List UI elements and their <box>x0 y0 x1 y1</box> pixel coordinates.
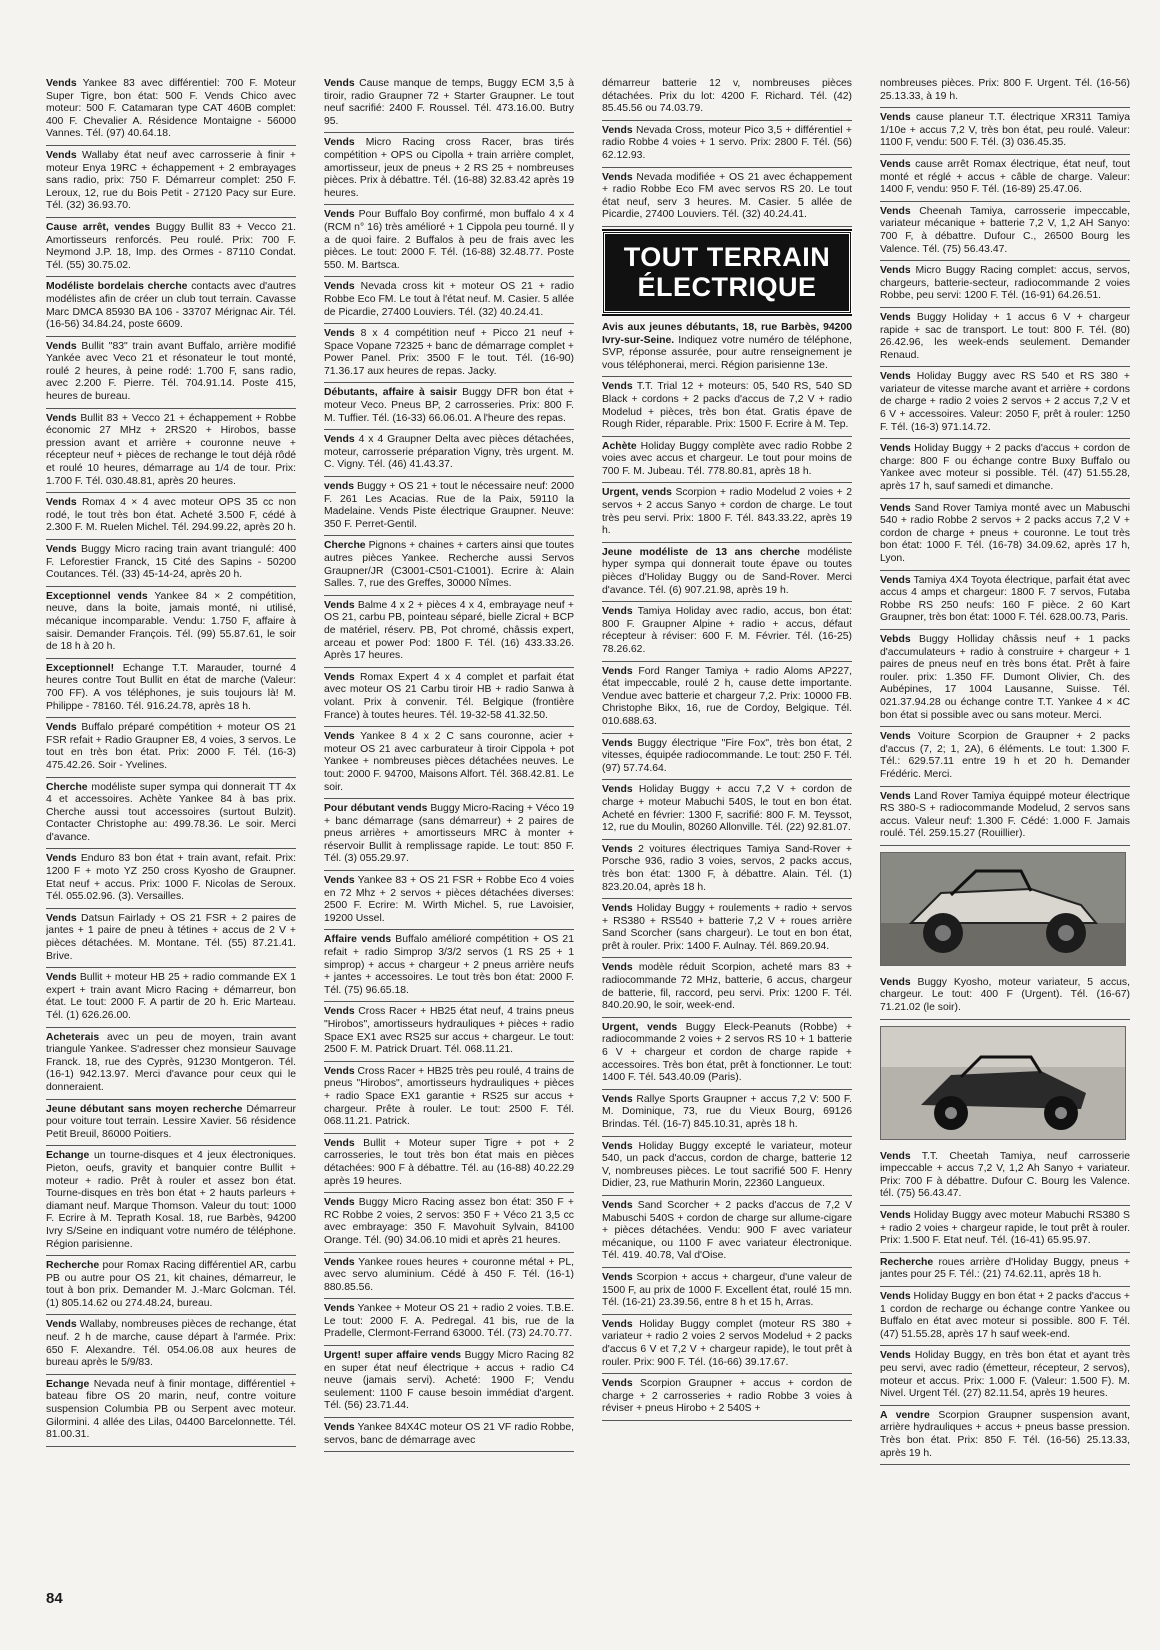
classified-ad <box>602 381 852 436</box>
column-3 <box>602 78 852 1578</box>
ad-text: Buggy DFR bon état + moteur Veco. Pneus BP, 2 carrosseries. Prix: 800 F. M. Tuffier. Tél. (16-33) 66.06.01. A l'heure des repas. <box>324 387 574 424</box>
classified-ad <box>324 434 574 477</box>
ad-text: modéliste hyper sympa qui donnerait toute épave ou toutes pièces d'Holiday Buggy ou de Sand-Rover. Merci d'avance. Tél. (6) 907.21.98, après 19 h. <box>602 546 852 596</box>
banner-line-2: ÉLECTRIQUE <box>637 271 817 302</box>
ad-lead: Urgent, vends <box>602 1021 678 1033</box>
ad-text: 8 x 4 compétition neuf + Picco 21 neuf + Space Vopane 72325 + banc de démarrage complet + Power Panel. Prix: 3500 F le tout. Tél. (16-90) 71.36.17 aux heures de repas. Jacky. <box>324 328 574 377</box>
classified-ad <box>880 503 1130 571</box>
ad-lead: Jeune débutant sans moyen recherche <box>46 1103 243 1115</box>
ad-text: Tamiya Holiday avec radio, accus, bon état: 800 F. Graupner Alpine + radio + accus, défaut récepteur à réviser: 600 F. M. Février. Tél. (16-25) 78.26.62. <box>602 606 852 655</box>
ad-text: Cheenah Tamiya, carrosserie impeccable, variateur mécanique + batterie 7,2 V, 1,2 AH Sanyo: 700 F, à débattre. Dufour C., 26500 Bourg les Valence. Tél. (75) 56.43.47. <box>880 205 1130 255</box>
classified-ad <box>880 1410 1130 1465</box>
ad-lead: Vends <box>602 1140 633 1152</box>
classified-ad <box>46 1379 296 1447</box>
classified-ad <box>602 606 852 661</box>
ad-text: Démarreur pour voiture tout terrain. Lessire Xavier. 56 résidence Petit Breuil, 86000 Poitiers. <box>46 1103 296 1140</box>
ad-lead: Affaire vends <box>324 934 392 946</box>
ad-text: Nevada cross kit + moteur OS 21 + radio Robbe Eco FM. Le tout à l'état neuf. M. Casier. 5 allée de Picardie, 27400 Louviers. Tél. (32) 40.24.41. <box>324 281 574 318</box>
ad-text: Yankee + Moteur OS 21 + radio 2 voies. T.B.E. Le tout: 2000 F. A. Pedregal. 41 bis, rue de la Pradelle, Clermont-Ferrand 63000. Tél. (73) 24.70.77. <box>324 1303 574 1340</box>
classified-ad <box>324 1303 574 1346</box>
ad-lead: Vends <box>602 124 633 136</box>
classified-ad <box>602 1200 852 1268</box>
ad-lead: Vends <box>880 371 911 383</box>
ad-lead: Vends <box>46 722 77 734</box>
column-3-ads <box>602 322 852 1421</box>
classified-ad <box>880 731 1130 786</box>
ad-lead: Pour débutant vends <box>324 803 428 815</box>
ad-lead: Recherche <box>46 1260 100 1272</box>
classified-ad <box>602 487 852 542</box>
classified-ad <box>602 1094 852 1137</box>
ad-text: Micro Buggy Racing complet: accus, servos, chargeurs, batterie-secteur, radiocommande 2 voies Robbe, peu servi: 1200 F. Tél. (16-91) 64.26.51. <box>880 265 1130 302</box>
ad-text: Romax Expert 4 x 4 complet et parfait état avec moteur OS 21 Carbu tiroir HB + radio Sanwa à volant. Prix à convenir. Tél. Belgique (frontière France) à toutes heures. Tél. 19-32-58 41.32.50. <box>324 671 574 721</box>
ad-lead: Vends <box>324 137 355 149</box>
classified-ad <box>46 1104 296 1147</box>
classified-ad <box>880 1257 1130 1287</box>
classified-ad <box>880 78 1130 108</box>
ad-lead: Vends <box>324 1422 355 1434</box>
classified-ad <box>46 281 296 336</box>
classified-ad <box>324 387 574 430</box>
ad-text: Holiday Buggy + 2 packs d'accus + cordon de charge: 800 F ou échange contre Buxy Buffalo ou Yankee avec moteur si possible. Tél. (47) 51.55.28, après 17 h, sauf samedi et dimanche. <box>880 443 1130 493</box>
ad-lead: Vends <box>602 381 633 393</box>
column-2 <box>324 78 574 1578</box>
ad-lead: Cause arrêt, vendes <box>46 221 151 233</box>
ad-lead: Vends <box>324 671 355 683</box>
ad-text: Yankee 83 avec différentiel: 700 F. Moteur Super Tigre, bon état: 500 F. Vends Chico avec moteur: 500 F. Catamaran type CAT 460B complet: 400 F. Chevalier A. Résidence Montaigne - 56000 Vannes. Tél. (97) 40.64.18. <box>46 78 296 140</box>
classified-ad <box>46 591 296 659</box>
ad-lead: Cherche <box>324 540 366 552</box>
ad-text: cause planeur T.T. électrique XR311 Tamiya 1/10e + accus 7,2 V, très bon état, peu roulé. Valeur: 1100 F, vendu: 500 F. Tél. (3) 036.45.35. <box>880 112 1130 149</box>
classified-ad <box>46 853 296 908</box>
ad-text: Enduro 83 bon état + train avant, refait. Prix: 1200 F + moto YZ 250 cross Kyosho de Graupner. Etat neuf + accus. Prix: 1000 F. Nicolas de Seroux. Tél. 055.02.96. (3). Versailles. <box>46 853 296 903</box>
ad-text: Cross Racer + HB25 état neuf, 4 trains pneus "Hirobos", amortisseurs hydrauliques + pièces + radio Space EX1 avec RS25 sur accus + chargeur. Le tout: 2500 F. M. Patrick Druart. Tél. 068.11.21. <box>324 1006 574 1056</box>
ad-text: Echange T.T. Marauder, tourné 4 heures contre Tout Bullit en état de marche (Valeur: 700 FF). A vos téléphones, je suis toujours là! M. Philippe - 78160. Tél. 916.24.78, après 18 h. <box>46 662 296 712</box>
ad-lead: Vends <box>880 502 911 514</box>
classified-ad <box>602 1022 852 1090</box>
classified-ad <box>324 137 574 205</box>
classified-ad <box>46 341 296 409</box>
ad-lead: Vends <box>602 665 633 677</box>
ad-text: Sand Scorcher + 2 packs d'accus de 7,2 V Mabuschi 540S + cordon de charge sur allume-cigare + pièces détachées. Vendu: 900 F avec variateur mécanique, ou 1100 F avec variateur électronique. Tél. 419. 40.78, Val d'Oise. <box>602 1199 852 1262</box>
ad-lead: Vebds <box>880 633 911 645</box>
ad-text: Buggy Micro racing train avant triangulé: 400 F. Leforestier Franck, 15 Cité des Sapins - 50200 Coutances. Tél. (33) 45-14-24, après 20 h. <box>46 544 296 581</box>
ad-text: Buffalo amélioré compétition + OS 21 refait + radio Simprop 3/3/2 servos (1 RS 25 + 1 simprop) + accus + chargeur + 2 pneus arrière neufs + jantes + accessoires. Le tout très bon état: 2000 F. Tél. (75) 96.65.18. <box>324 934 574 996</box>
ad-text: Buggy Holiday + 1 accus 6 V + chargeur rapide + sac de transport. Le tout: 800 F. Tél. (80) 26.42.96, les week-ends seulement. Demander Renaud. <box>880 311 1130 361</box>
ad-text: T.T. Cheetah Tamiya, neuf carrosserie impeccable + accus 7,2 V, 1,2 Ah Sanyo + variateur. Prix: 700 F à débattre. Dufour C. Bourg les Valence. tél. (75) 56.43.47. <box>880 1150 1130 1200</box>
classified-ad <box>324 328 574 383</box>
ad-lead: Jeune modéliste de 13 ans cherche <box>602 546 800 558</box>
ad-text: Holiday Buggy avec RS 540 et RS 380 + variateur de vitesse marche avant et arrière + cordons de charge + radio 2 voies 2 servos + 2 accus 7,2 V et 6 V + accessoires. Valeur: 2050 F, prêt à rouler: 1250 F. Tél. (16-3) 971.14.72. <box>880 371 1130 433</box>
ad-text: Datsun Fairlady + OS 21 FSR + 2 paires de jantes + 1 paire de pneu à tétines + accus de 2 V + pièces détachées. M. Montane. Tél. (55) 87.21.41. Brive. <box>46 912 296 962</box>
classified-ad <box>46 722 296 777</box>
ad-text: Nevada modifiée + OS 21 avec échappement + radio Robbe Eco FM avec servos RS 20. Le tout état neuf, serv 3 heures. M. Casier. 5 allée de Picardie, 27400 Louviers. Tél. (32) 40.24.41. <box>602 171 852 221</box>
ad-lead: Vends <box>324 731 355 743</box>
ad-text: Holiday Buggy complet (moteur RS 380 + variateur + radio 2 voies 2 servos Modelud + 2 packs d'accus 6 V et 7,2 V + chargeur rapide), le tout prêt à rouler. Prix: 900 F. Tél. (16-66) 39.17.67. <box>602 1318 852 1368</box>
ad-text: Scorpion Graupner + accus + cordon de charge + 2 carrosseries + radio Robbe 3 voies à réviser + pneus Hirobo + 2 540S + <box>602 1378 852 1415</box>
ad-lead: Vends <box>324 328 355 340</box>
classified-ad <box>880 443 1130 498</box>
ad-lead: Vends <box>46 412 77 424</box>
ad-lead: Vends <box>46 972 77 984</box>
column-4-ads-a <box>880 78 1130 846</box>
ad-text: Holiday Buggy excepté le variateur, moteur 540, un pack d'accus, cordon de charge, batterie 12 V, nombreuses pièces. Le tout sacrifié 500 F. Henry Didier, 23, rue Mathurin Morin, 22360 Langueux. <box>602 1140 852 1190</box>
classified-ad <box>46 78 296 146</box>
ad-lead: Vends <box>324 1137 355 1149</box>
ad-text: modèle réduit Scorpion, acheté mars 83 + radiocommande 72 MHz, batterie, 6 accus, chargeur de batterie, fil, raccord, peu servi. Prix: 1200 F. Tél. 840.20.90, le soir, week-end. <box>602 962 852 1012</box>
ad-text: Buggy Micro Racing 82 en super état neuf électrique + accus + radio C4 neuve (jamais servi). Acheté: 1900 F; Vendu seulement: 1100 F cause besoin immédiat d'argent. Tél. (56) 23.71.44. <box>324 1350 574 1412</box>
ad-text: Holiday Buggy en bon état + 2 packs d'accus + 1 cordon de recharge ou échange contre Yankee ou Buffalo en état avec moteur si possible. 800 F. Tél. (47) 51.55.28, après 17 h sauf week-end. <box>880 1291 1130 1340</box>
ad-lead: Vends <box>602 784 633 796</box>
ad-lead: Vends <box>46 912 77 924</box>
classified-ad <box>880 1151 1130 1206</box>
ad-text: Bullit 83 + Vecco 21 + échappement + Robbe économic 27 MHz + 2RS20 + Hirobos, basse pression avant et arrière + couronne neuve + récepteur neuf + pièces de rechange le tout déjà rôdé et roulé 10 heures, démarrage au 1/4 de tour. Prix: 1.700 F. Tél. 030.48.81, après 20 heures. <box>46 412 296 487</box>
classified-ad <box>324 672 574 727</box>
classified-ad <box>324 1066 574 1134</box>
ad-text: avec un peu de moyen, train avant triangule Yankee. S'adresser chez monsieur Sauvage Franck. 18, rue des Cyprès, 91230 Montgeron. Tél. (16-1) 942.13.97. Merci d'avance pour ceux qui le donneraient. <box>46 1031 296 1093</box>
ad-text: Nevada neuf à finir montage, différentiel + bateau fibre OS 20 marin, neuf, contre voiture suspension Columbia PB ou Serpent avec moteur. Gilormini. 4 allée des Lilas, 04400 Barcelonnette. Tél. 81.00.31. <box>46 1378 296 1441</box>
classified-ad <box>46 1319 296 1374</box>
ad-text: Buggy Holliday châssis neuf + 1 packs d'accumulateurs + radio à construire + chargeur + 1 paires de pneus neuf en très bons état. Prêt à faire rouler. prix: 1.350 FF. Dumont Olivier, Ch. des Aubépines, 17 1004 Lausanne, Suisse. Tél. 021.37.94.28 ou échange contre T.T. Yankee 4 × 4C bon état si possible avec ou sans moteur. Merci. <box>880 633 1130 721</box>
ad-lead: Vends <box>46 497 77 509</box>
ad-text: Bullit + Moteur super Tigre + pot + 2 carrosseries, le tout très bon état mais en pièces détachées: 900 F à débattre. Tél. au (16-88) 40.22.29 après 19 heures. <box>324 1137 574 1187</box>
classified-ad <box>880 977 1130 1020</box>
classified-ad <box>880 1350 1130 1405</box>
classified-ad <box>46 913 296 968</box>
ad-lead: Vends <box>602 1093 633 1105</box>
ad-text: Ford Ranger Tamiya + radio Aloms AP227, état impeccable, roulé 2 h, cause dette importante. Vendue avec batterie et chargeur 7,2. Prix: 10000 FB. Christophe Bikx, 16, rue de Cordoy, Belgique. Tél. 010.688.63. <box>602 665 852 727</box>
ad-text: modéliste super sympa qui donnerait TT 4x 4 et accessoires. Achète Yankee 84 à bas prix. Cherche aussi tout accessoires (surtout Bulzit). Contacter Christophe au: 499.78.36. Le soir. Merci d'avance. <box>46 781 296 843</box>
ad-text: Holiday Buggy, en très bon état et ayant très peu servi, avec radio (émetteur, récepteur, 2 servos), moteur et accus. Prix: 1.000 F. (Valeur: 1.500 F). M. Nivel. Urgent Tél. (27) 82.11.54, après 19 heures. <box>880 1350 1130 1400</box>
ad-text: Indiquez votre numéro de téléphone, SVP, réponse assurée, pour autre renseignement je vous téléphonerai, merci. Région parisienne 13e. <box>602 334 852 371</box>
ad-lead: Vends <box>324 599 355 611</box>
ad-text: Balme 4 x 2 + pièces 4 x 4, embrayage neuf + OS 21, carbu PB, pointeau séparé, bielle Zicral + BCP de matériel, réserv. PB, Pot chromé, châssis expert, arceau et power Pod: 1800 F. Tél. (16) 433.33.26. Après 17 heures. <box>324 599 574 662</box>
ad-lead: Vends <box>880 311 911 323</box>
column-3-top <box>602 78 852 227</box>
classified-ad <box>324 803 574 871</box>
classified-ad <box>602 78 852 121</box>
ad-text: Holiday Buggy complète avec radio Robbe 2 voies avec accus et chargeur. Le tout pour moins de 700 F. M. Jubeau. Tél. 778.80.81, après 18 h. <box>602 440 852 477</box>
ad-text: T.T. Trial 12 + moteurs: 05, 540 RS, 540 SD Black + cordons + 2 packs d'accus de 7,2 V + radio Modelud + pièces, très bon état. Gratis épave de Rough Rider, réparable. Prix: 1500 F. Ecrire à M. Tep. <box>602 381 852 431</box>
ad-lead: Vends <box>46 149 77 161</box>
ad-lead: Vends <box>324 281 355 293</box>
ad-text: Wallaby, nombreuses pièces de rechange, état neuf. 2 h de marche, cause départ à l'armée. Prix: 650 F. Alexandre. Tél. 054.06.08 aux heures de bureau après le 5/9/83. <box>46 1319 296 1369</box>
classified-ad <box>324 934 574 1002</box>
classified-ad <box>602 172 852 227</box>
ad-text: Scorpion + accus + chargeur, d'une valeur de 1500 F, au prix de 1000 F. Excellent état, roulé 15 mn. Tél. (16-21) 23.39.56, entre 8 h et 15 h, Arras. <box>602 1271 852 1309</box>
ad-text: roues arrière d'Holiday Buggy, pneus + jantes pour 25 F. Tél.: (21) 74.62.11, après 18 h. <box>880 1256 1130 1281</box>
classified-ad <box>602 784 852 839</box>
classified-ad <box>880 206 1130 261</box>
ad-lead: Vends <box>324 209 355 221</box>
ad-text: Cross Racer + HB25 très peu roulé, 4 trains de pneus "Hirobos", amortisseurs hydrauliques + pièces + radio Space EX1 garantie + RS25 sur accus + chargeur. Prête à rouler. Le tout: 2500 F. Tél. 068.11.21. Patrick. <box>324 1065 574 1128</box>
classified-ad <box>324 1422 574 1452</box>
ad-lead: Vends <box>324 434 355 446</box>
ad-lead: Vends <box>880 1150 911 1162</box>
classified-ad <box>46 222 296 277</box>
ad-lead: Vends <box>880 976 911 988</box>
classified-ad <box>46 1150 296 1256</box>
classified-ad <box>602 1272 852 1315</box>
ad-lead: Vends <box>46 853 77 865</box>
ad-text: Buggy Kyosho, moteur variateur, 5 accus, chargeur. Le tout: 400 F (Urgent). Tél. (16-67) 71.21.02 (le soir). <box>880 976 1130 1014</box>
ad-text: Buggy Bullit 83 + Vecco 21. Amortisseurs renforcés. Peu roulé. Prix: 700 F. Neymond J.P. 18, Imp. des Ormes - 87110 Condat. Tél. (55) 30.75.02. <box>46 221 296 271</box>
ad-lead: Vends <box>324 1303 355 1315</box>
ad-text: Yankee 8 4 x 2 C sans couronne, acier + moteur OS 21 avec carburateur à tiroir Cippola + pot Yankee + nombreuses pièces détachées neuves. Le tout: 2000 F. 94700, Maisons Alfort. Tél. 368.42.81. Le soir. <box>324 731 574 793</box>
classified-ad <box>46 1260 296 1315</box>
ad-text: Voiture Scorpion de Graupner + 2 packs d'accus (7, 2; 1, 2A), 6 éléments. Le tout: 1.300 F. Tél.: 629.57.11 entre 19 h et 20 h. Demander Frédéric. Merci. <box>880 731 1130 780</box>
ad-lead: vends <box>324 481 355 493</box>
ad-lead: Urgent! super affaire vends <box>324 1350 462 1362</box>
ad-lead: Vends <box>880 574 911 586</box>
ad-text: Holiday Buggy avec moteur Mabuchi RS380 S + radio 2 voies + chargeur rapide, le tout prêt à rouler. Prix: 1.500 F. Etat neuf. Tél. (16-41) 65.95.97. <box>880 1210 1130 1247</box>
ad-lead: Vends <box>324 1197 355 1209</box>
ad-text: Buggy électrique "Fire Fox", très bon état, 2 vitesses, équipée radiocommande. Le tout: 250 F. Tél. (97) 57.74.64. <box>602 737 852 774</box>
ad-lead: Cherche <box>46 781 88 793</box>
classified-ad <box>880 634 1130 727</box>
ad-lead: Vends <box>880 265 911 277</box>
classified-ad <box>46 544 296 587</box>
ad-lead: Vends <box>880 731 911 743</box>
ad-lead: Vends <box>46 340 77 352</box>
classified-ad <box>324 1350 574 1418</box>
ad-lead: Vends <box>880 790 911 802</box>
ad-lead: Recherche <box>880 1256 934 1268</box>
ad-lead: Vends <box>324 1256 355 1268</box>
classified-ad <box>324 78 574 133</box>
ad-lead: Vends <box>880 205 911 217</box>
classified-ad <box>324 1138 574 1193</box>
ad-text: Rallye Sports Graupner + accus 7,2 V: 500 F. M. Dominique, 73, rue du Vieux Bourg, 69126 Brindas. Tél. (16-7) 845.10.31, après 18 h. <box>602 1093 852 1130</box>
ad-text: Scorpion + radio Modelud 2 voies + 2 servos + 2 accus Sanyo + cordon de charge. Le tout très peu servi. Prix: 1800 F. Tél. 843.33.22, après 19 h. <box>602 487 852 537</box>
ad-text: nombreuses pièces. Prix: 800 F. Urgent. Tél. (16-56) 25.13.33, à 19 h. <box>880 78 1130 102</box>
ad-lead: Echange <box>46 1378 90 1390</box>
classified-page <box>46 78 1130 1578</box>
ad-text: Scorpion Graupner suspension avant, arrière hydrauliques + accus + pneus basse pression. Très bon état. Prix: 850 F. Tél. (16-56) 25.13.33, après 19 h. <box>880 1409 1130 1459</box>
ad-text: Holiday Buggy + accu 7,2 V + cordon de charge + moteur Mabuchi 540S, le tout en bon état. Acheté en février: 1300 F, sacrifié: 800 F. M. Teyssot, 12, rue du Moulin, 80260 Allonville. Tél. (22) 92.81.07. <box>602 784 852 834</box>
classified-ad <box>46 413 296 494</box>
classified-ad <box>46 972 296 1027</box>
ad-lead: Exceptionnel vends <box>46 590 148 602</box>
column-4-ads-b <box>880 977 1130 1020</box>
ad-text: Bullit + moteur HB 25 + radio commande EX 1 expert + train avant Micro Racing + démarreur, bon état. Le tout: 2000 F. A partir de 20 h. Eric Marteau. Tél. (1) 626.26.00. <box>46 972 296 1021</box>
classified-ad <box>880 791 1130 846</box>
classified-ad <box>324 1197 574 1252</box>
ad-lead: Vends <box>324 875 355 887</box>
classified-ad <box>324 1006 574 1061</box>
ad-text: Land Rover Tamiya équippé moteur électrique RS 380-S + radiocommande Modelud, 2 servos sans accus. Valeur neuf: 1.300 F. Cédé: 1.000 F. Jamais roulé. Tél. 259.15.27 (Rouillier). <box>880 790 1130 840</box>
ad-lead: Exceptionnel! <box>46 662 115 674</box>
ad-lead: Urgent, vends <box>602 487 672 499</box>
classified-ad <box>880 312 1130 367</box>
ad-text: Buffalo préparé compétition + moteur OS 21 FSR refait + Radio Graupner E8, 4 voies, 3 servos. Le tout en très bon état. Prix: 2000 F. Tél. (16-3) 475.42.26. Soir - Yvelines. <box>46 722 296 771</box>
ad-text: Nevada Cross, moteur Pico 3,5 + différentiel + radio Robbe 4 voies + 1 servo. Prix: 2800 F. Tél. (56) 62.12.93. <box>602 124 852 161</box>
classified-ad <box>324 281 574 324</box>
classified-ad <box>46 497 296 540</box>
ad-text: cause arrêt Romax électrique, état neuf, tout monté et réglé + accus + câble de charge. Valeur: 1400 F, vendu: 950 F. Tél. (16-89) 25.47.06. <box>880 158 1130 196</box>
classified-ad <box>880 112 1130 155</box>
ad-text: Yankee 84X4C moteur OS 21 VF radio Robbe, servos, banc de démarrage avec <box>324 1422 574 1446</box>
classified-ad <box>880 1210 1130 1253</box>
ad-text: Romax 4 × 4 avec moteur OPS 35 cc non rodé, le tout très bon état. Acheté 3.500 F, cédé à 2.300 F. M. Ruelen Michel. Tél. 294.99.22, après 20 h. <box>46 497 296 534</box>
classified-ad <box>324 875 574 930</box>
classified-ad <box>46 663 296 718</box>
page-number: 84 <box>46 1590 63 1607</box>
ad-text: Bullit "83" train avant Buffalo, arrière modifié Yankée avec Veco 21 et résonateur le tout monté, roulé 2 heures, à peine rodé: 1.700 F, sans radio, avec 2.200 F. Pierre. Tél. 704.91.14. Poste 415, heures de bureau. <box>46 340 296 403</box>
classified-ad <box>880 1291 1130 1346</box>
ad-lead: Vends <box>602 606 633 618</box>
classified-ad <box>602 125 852 168</box>
classified-ad <box>602 547 852 602</box>
ad-text: Sand Rover Tamiya monté avec un Mabuschi 540 + radio Robbe 2 servos + 2 packs accus 7,2 V + cordon de charge + pneus + couronne. Le tout très bon état: 1000 F. Tél. (16-78) 34.09.62, après 17 h, Lyon. <box>880 502 1130 564</box>
ad-text: Pignons + chaines + carters ainsi que toutes autres pièces Yankee. Recherche aussi Servos Graupner/JR (C3001-C501-C1001). Ecrire à: Alain Salles. 7, rue des Greffes, 30000 Nîmes. <box>324 540 574 590</box>
classified-ad <box>324 540 574 595</box>
classified-ad <box>46 782 296 850</box>
column-4 <box>880 78 1130 1578</box>
classified-ad <box>880 265 1130 308</box>
ad-lead: Vends <box>602 171 633 183</box>
ad-text: Micro Racing cross Racer, bras tirés compétition + OPS ou Cipolla + train arrière complet, amortisseur, jeux de pneus + 2 RS 25 + nombreuses pièces. Prix à débattre. Tél. (16-88) 32.83.42 après 19 heures. <box>324 137 574 199</box>
ad-lead: Vends <box>602 1199 633 1211</box>
classified-ad <box>602 1319 852 1374</box>
classified-ad <box>602 844 852 899</box>
classified-ad <box>602 738 852 781</box>
ad-lead: Vends <box>602 737 633 749</box>
ad-lead: Achète <box>602 440 637 452</box>
ad-text: Buggy Micro Racing assez bon état: 350 F + RC Robbe 2 voies, 2 servos: 350 F + Véco 21 3,5 cc avec embrayage: 350 F. Mavohuit Sylvain, 84100 Orange. Tél. (90) 34.06.10 midi et après 21 heures. <box>324 1197 574 1246</box>
ad-lead: Vends <box>602 843 633 855</box>
ad-lead: Avis aux jeunes débutants, 18, rue Barbès, 94200 Ivry-sur-Seine. <box>602 321 852 346</box>
ad-lead: Vends <box>602 1318 633 1330</box>
ad-lead: Vends <box>880 112 911 124</box>
column-4-ads-c <box>880 1151 1130 1465</box>
classified-ad <box>46 1032 296 1100</box>
ad-text: 2 voitures électriques Tamiya Sand-Rover + Porsche 936, radio 3 voies, servos, 2 packs accus, très bon état: 1300 F, à débattre. Alain. Tél. (1) 823.20.04, après 18 h. <box>602 843 852 893</box>
ad-text: Cause manque de temps, Buggy ECM 3,5 à tiroir, radio Graupner 72 + Starter Graupner. Le tout neuf sacrifié: 2400 F. Roussel. Tél. 473.16.00. Butry 95. <box>324 78 574 127</box>
ad-lead: Vends <box>880 1350 911 1362</box>
ad-lead: Vends <box>46 78 77 89</box>
ad-lead: Acheterais <box>46 1031 100 1043</box>
ad-text: Yankee 84 × 2 compétition, neuve, dans la boite, jamais monté, ni utilisé, mécanique incomparable. Vendu: 1.750 F, affaire à saisir. Demander François. Tél. (99) 55.87.61, le soir de 18 h à 20 h. <box>46 590 296 653</box>
classified-ad <box>602 666 852 734</box>
ad-text: Buggy Eleck-Peanuts (Robbe) + radiocommande 2 voies + 2 servos RS 10 + 1 batterie 6 V + chargeur et cordon de charge rapide + accessoires. Très bon état, prêt à fonctionner. Le tout: 1400 F. Tél. 543.40.09 (Paris). <box>602 1021 852 1084</box>
ad-text: Yankee roues heures + couronne métal + PL, avec servo aluminium. Cédé à 450 F. Tél. (16-1) 880.85.56. <box>324 1256 574 1293</box>
classified-ad <box>880 159 1130 202</box>
classified-ad <box>46 150 296 218</box>
ad-text: 4 x 4 Graupner Delta avec pièces détachées, moteur, carrosserie préparation Vigny, très urgent. M. C. Vigny. Tél. (46) 41.43.37. <box>324 434 574 471</box>
classified-ad <box>324 731 574 799</box>
buggy-photo-1 <box>880 852 1126 966</box>
ad-lead: Vends <box>880 1210 911 1222</box>
classified-ad <box>602 903 852 958</box>
ad-lead: Vends <box>880 1291 911 1302</box>
ad-text: Buggy Micro-Racing + Véco 19 + banc démarrage (sans démarreur) + 2 paires de pneus arrières + amortisseurs MRC à monter + réservoir Bullit à remplissage rapide. Le tout: 850 F. Tél. (3) 055.29.97. <box>324 803 574 865</box>
ad-text: Yankee 83 + OS 21 FSR + Robbe Eco 4 voies en 72 Mhz + 2 servos + pièces détachées diverses: 2500 F. Ecrire: M. Wirth Michel. 5, rue Lavoisier, 19200 Ussel. <box>324 875 574 924</box>
classified-ad <box>602 1378 852 1421</box>
ad-lead: Vends <box>324 1065 355 1077</box>
ad-lead: Vends <box>880 443 911 455</box>
ad-lead: Vends <box>46 544 77 555</box>
classified-ad <box>324 209 574 277</box>
ad-lead: Vends <box>602 1271 633 1283</box>
ad-text: démarreur batterie 12 v, nombreuses pièces détachées. Prix du lot: 4200 F. Richard. Tél. (42) 85.45.56 ou 74.03.79. <box>602 78 852 115</box>
ad-text: Tamiya 4X4 Toyota électrique, parfait état avec accus 4 amps et chargeur: 1800 F. 7 servos, Futaba Robbe RS 250 neufs: 160 F pièce. 2 60 Kart Graupner, très bon état: 1000 F. Tél. 628.00.73, Paris. <box>880 574 1130 624</box>
classified-ad <box>324 1257 574 1300</box>
ad-lead: Vends <box>324 1006 355 1018</box>
classified-ad <box>324 481 574 536</box>
ad-text: contacts avec d'autres modélistes afin de créer un club tout terrain. Cavasse Marc DMCA 85930 BA 106 - 33707 Mérignac Air. Tél. (16-56) 34.84.24, poste 6609. <box>46 281 296 331</box>
ad-lead: Modéliste bordelais cherche <box>46 281 188 293</box>
classified-ad <box>880 575 1130 630</box>
ad-text: Pour Buffalo Boy confirmé, mon buffalo 4 x 4 (RCM n° 16) très amélioré + 1 Cippola peu tourné. Il y a de quoi faire. 2 Buffalos à peu de frais avec les pièces. Le tout: 2000 F. Tél. (16-88) 32.48.77. Poste 550. M. Bartsca. <box>324 209 574 271</box>
classified-ad <box>602 322 852 377</box>
classified-ad <box>324 600 574 668</box>
ad-lead: Vends <box>602 962 633 974</box>
classified-ad <box>602 441 852 484</box>
ad-text: Buggy + OS 21 + tout le nécessaire neuf: 2000 F. 261 Les Acacias. Rue de la Paix, 59110 la Madelaine. Vends Piste électrique Graupner. Neuve: 350 F. Perret-Gentil. <box>324 481 574 530</box>
ad-lead: Vends <box>46 1319 77 1331</box>
buggy-photo-2 <box>880 1026 1126 1140</box>
ad-lead: Vends <box>880 158 911 170</box>
column-1 <box>46 78 296 1578</box>
banner-line-1: TOUT TERRAIN <box>623 241 831 272</box>
ad-text: Holiday Buggy + roulements + radio + servos + RS380 + RS540 + batterie 7,2 V + roues arrière Sand Scorcher (sans chargeur). Le tout en bon état, prêt à rouler. Prix: 1400 F. Aulnay. Tél. 869.20.94. <box>602 903 852 952</box>
classified-ad <box>602 1141 852 1196</box>
ad-lead: Vends <box>324 78 355 89</box>
classified-ad <box>880 371 1130 439</box>
ad-lead: Vends <box>602 903 633 915</box>
ad-lead: Débutants, affaire à saisir <box>324 387 458 399</box>
ad-text: un tourne-disques et 4 jeux électroniques. Pieton, oeufs, gravity et banquier contre Bullit + moteur + radio. Prêt à rouler et assez bon état. Tourne-disques en très bon état + 2 hauts parleurs + diamant neuf. Marque Thomson. Valeur du tout: 1000 F. Ecrire à M. Teprath Kosal. 18, rue Barbès, 94200 Ivry S/Seine en indiquant votre numéro de téléphone. Région parisienne. <box>46 1150 296 1250</box>
ad-lead: Vends <box>602 1378 633 1390</box>
ad-lead: Echange <box>46 1150 90 1162</box>
section-banner <box>602 231 852 314</box>
classified-ad <box>602 962 852 1017</box>
ad-text: Wallaby état neuf avec carrosserie à finir + moteur Enya 19RC + échappement + 2 embrayages sans radio, prix: 750 F. Démarreur complet: 250 F. Leroux, 12, rue du Bois Petit - 27120 Pacy sur Eure. Tél. (32) 36.93.70. <box>46 149 296 212</box>
ad-lead: A vendre <box>880 1409 930 1421</box>
ad-text: pour Romax Racing différentiel AR, carbu PB ou autre pour OS 21, kit chaines, démarreur, le tout à bon prix. Demander M. J.-Marc Golcman. Tél. (1) 805.14.62 ou 274.48.24, bureau. <box>46 1260 296 1309</box>
